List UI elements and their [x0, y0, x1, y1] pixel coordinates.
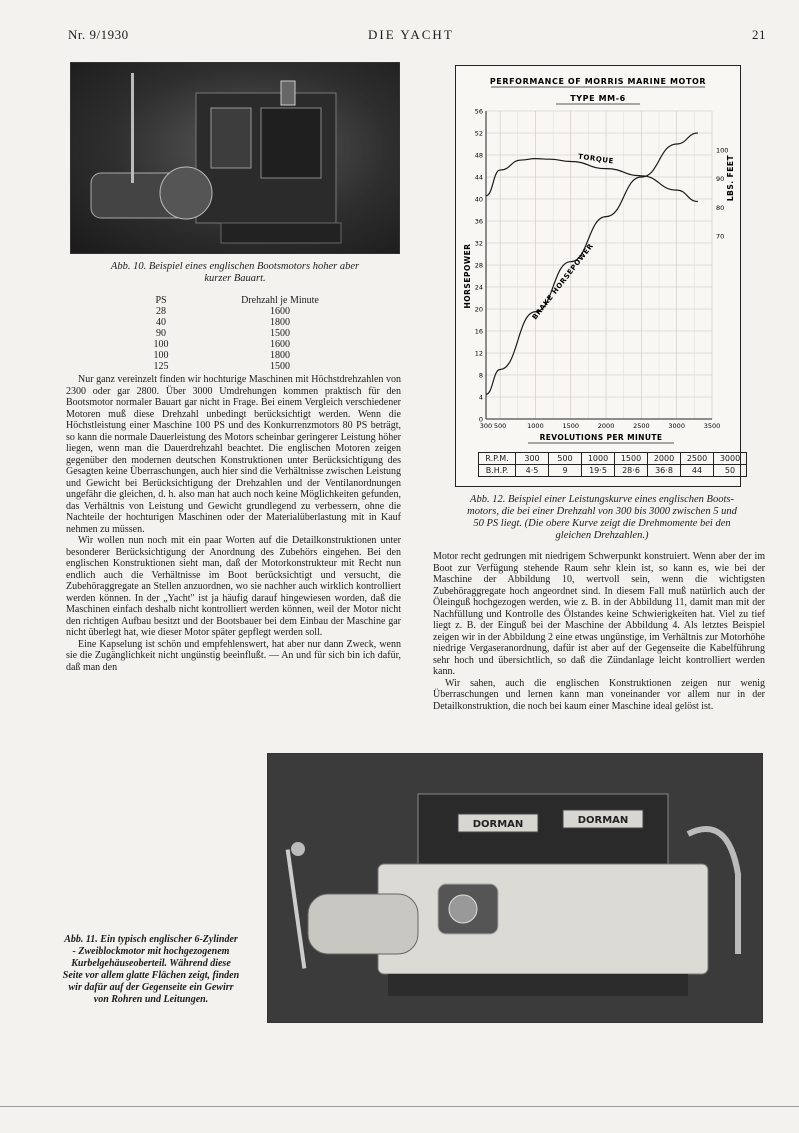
y2-tick-label: 100	[716, 146, 729, 155]
rpm-cell: 1800	[270, 317, 290, 328]
y-tick-label: 0	[478, 415, 483, 424]
figure-10-caption-line-2: kurzer Bauart.	[204, 273, 266, 284]
figure-10-engine-photo	[70, 62, 400, 254]
figure-12-caption-line-1: Abb. 12. Beispiel einer Leistungskurve eines englischen Boots-	[470, 494, 734, 505]
bhp-value: 28·6	[615, 465, 648, 477]
right-column-text	[433, 551, 765, 741]
plate-left-text: DORMAN	[472, 819, 524, 830]
chart-title: PERFORMANCE OF MORRIS MARINE MOTOR	[489, 77, 707, 86]
table-row	[142, 328, 380, 339]
rpm-cell: 1600	[270, 306, 290, 317]
horsepower-curve-label: BRAKE HORSEPOWER	[530, 241, 596, 322]
x-tick-label: 1000	[527, 422, 544, 430]
y-tick-label: 16	[474, 327, 483, 336]
rpm-value: 3000	[714, 453, 747, 465]
performance-chart	[455, 65, 741, 487]
y-tick-label: 12	[474, 349, 483, 358]
y-tick-label: 56	[474, 107, 483, 116]
ps-cell: 40	[156, 317, 166, 328]
y-tick-label: 20	[474, 305, 483, 314]
bhp-value: 4·5	[516, 465, 549, 477]
x-tick-label: 3000	[668, 422, 685, 430]
y-axis-label: HORSEPOWER	[463, 243, 472, 309]
table-row	[142, 350, 380, 361]
figure-12-caption-line-4: gleichen Drehzahlen.)	[555, 530, 649, 541]
table-row	[142, 317, 380, 328]
ps-header: PS	[155, 295, 167, 306]
left-paragraph-1: Nur ganz vereinzelt finden wir hochturige Maschinen mit Höchstdrehzahlen von 2300 oder gar 2800. Über 3000 Umdrehungen kommen praktisch für den Bootsmotor normaler Bauart gar nicht in Frage. Bei einem Vergleich verschiedener Motoren muß diese Drehzahl unbedingt berücksichtigt werden. Wenn die Höchstleistung einer Maschine 100 PS und des Konkurrenzmotors 80 PS beträgt, so kann die normale Dauerleistung des Motors scheinbar geringerer Leistung höher liegen, wenn man die Dauerdrehzahl beachtet. Die englischen Motoren zeigen gegenüber den modernen deutschen Konstruktionen unter Berücksichtigung des Gesagten keine Überraschungen, auch hier sind die Verhältnisse zwischen Leistung und Gewicht bei Berücksichtigung der Drehzahlen und der Ventilanordnungen ungefähr die gleichen, d. h. also man hat auch noch keine Möglichkeiten gefunden, das Verhältnis von Leistung und Gewicht grundlegend zu verbessern, ohne die Nachteile der hochturigen Maschinen oder der Materialüberlastung mit in Kauf nehmen zu müssen.	[66, 374, 401, 535]
table-row	[142, 306, 380, 317]
x-tick-label: 2000	[597, 422, 615, 430]
y-tick-label: 52	[474, 129, 483, 138]
right-paragraph-1: Motor recht gedrungen mit niedrigem Schwerpunkt konstruiert. Wenn aber der im Boot zur Verfügung stehende Raum sehr klein ist, so kann es, wie bei der Maschine der Abbildung 10, wertvoll sein, wenn die wichtigsten Zubehöraggregate hoch angeordnet sind. In diesem Fall muß natürlich auch der Öleinguß hochgezogen werden, wie z. B. in der Abbildung 11, damit man mit der Nachfüllung und Kontrolle des Ölstandes keine Schwierigkeiten hat. Viel zu tief liegt z. B. der Einguß bei der Maschine der Abbildung 4. Als letztes Beispiel zeigen wir in der Abbildung 2 eine etwas ungünstige, im Verhältnis zur Motorhöhe niedrige Vergaseranordnung, dafür ist aber auf der Gegenseite die Kabelführung sehr hoch und übersichtlich, so daß die Zündanlage leicht kontrolliert werden kann.	[433, 551, 765, 677]
y-tick-label: 40	[474, 195, 483, 204]
y-tick-label: 44	[474, 173, 483, 182]
y-tick-label: 28	[474, 261, 483, 270]
left-paragraph-3: Eine Kapselung ist schön und empfehlenswert, hat aber nur dann Zweck, wenn sie die Zugänglichkeit nicht ungünstig beeinflußt. — An und für sich bin ich dafür, daß man den	[66, 638, 401, 673]
y-tick-label: 32	[474, 239, 483, 248]
issue-number: Nr. 9/1930	[68, 27, 129, 42]
plate-right-text: DORMAN	[577, 815, 629, 826]
y2-tick-label: 90	[716, 175, 725, 184]
figure-10-caption-line-1: Abb. 10. Beispiel eines englischen Bootsmotors hoher aber	[110, 261, 360, 272]
table-row	[142, 339, 380, 350]
rpm-label: R.P.M.	[479, 453, 516, 465]
torque-curve-label: TORQUE	[577, 152, 615, 166]
x-tick-label: 3500	[703, 422, 721, 430]
engine-illustration-10	[71, 63, 399, 253]
left-column-text	[66, 374, 401, 738]
ps-cell: 90	[156, 328, 166, 339]
rpm-row	[479, 453, 747, 465]
ps-cell: 100	[153, 339, 169, 350]
figure-11-engine-photo	[267, 753, 763, 1023]
figure-12-caption-line-2: motors, die bei einer Drehzahl von 300 bis 3000 zwischen 5 und	[467, 506, 737, 517]
rpm-value: 500	[549, 453, 582, 465]
y-tick-label: 4	[478, 393, 483, 402]
rpm-value: 2500	[681, 453, 714, 465]
rpm-value: 1000	[582, 453, 615, 465]
y-tick-label: 48	[474, 151, 483, 160]
bhp-row	[479, 465, 747, 477]
x-tick-label: 500	[493, 422, 507, 430]
left-paragraph-2: Wir wollen nun noch mit ein paar Worten auf die Detailkonstruktionen unter besonderer Berücksichtigung der Anordnung des Zubehörs eingehen. Bei den englischen Konstruktionen sieht man, daß der Motorkonstrukteur mit Recht nun endlich auch die Verhältnisse im Boot berücksichtigt und versucht, die Zubehöraggregate an Stellen anzuordnen, wo sie nachher auch wirklich kontrolliert werden können. In der „Yacht" ist ja häufig darauf hingewiesen worden, daß die Maschinen einfach deshalb nicht kontrolliert werden können, weil der Motor nicht den richtigen Aufbau besitzt und der Bootsbauer bei dem Einbau der Maschine gar nicht überlegt hat, wie dieser Motor später gepflegt werden soll.	[66, 535, 401, 638]
ps-rpm-table	[142, 295, 380, 372]
ps-cell: 100	[153, 350, 169, 361]
x-tick-label: 300	[479, 422, 493, 430]
x-tick-label: 1500	[562, 422, 580, 430]
figure-12-caption-line-3: 50 PS liegt. (Die obere Kurve zeigt die Drehmomente bei den	[473, 518, 731, 529]
y2-tick-label: 80	[716, 203, 725, 212]
rpm-cell: 1800	[270, 350, 290, 361]
page-number: 21	[752, 27, 766, 42]
ps-cell: 28	[156, 306, 166, 317]
performance-chart-svg	[456, 66, 740, 446]
bottom-rule	[0, 1106, 799, 1107]
bhp-value: 9	[549, 465, 582, 477]
figure-11-caption: Abb. 11. Ein typisch englischer 6-Zylinder - Zweiblockmotor mit hochgezogenem Kurbelgehäuseoberteil. Während diese Seite vor allem glatte Flächen zeigt, finden wir dafür auf der Gegenseite ein Gewirr von Rohren und Leitungen.	[62, 934, 240, 1005]
chart-subtitle: TYPE MM-6	[570, 94, 626, 103]
bhp-value: 36·8	[648, 465, 681, 477]
rpm-value: 2000	[648, 453, 681, 465]
rpm-value: 300	[516, 453, 549, 465]
rpm-value: 1500	[615, 453, 648, 465]
table-row	[142, 361, 380, 372]
bhp-value: 19·5	[582, 465, 615, 477]
engine-illustration-11	[268, 754, 762, 1022]
ps-cell: 125	[153, 361, 169, 372]
right-paragraph-2: Wir sahen, auch die englischen Konstruktionen zeigen nur wenig Überraschungen und lernen kann man voneinander vor allem nur in der Detailkonstruktion, die noch bei kaum einer Maschine ideal gelöst ist.	[433, 677, 765, 712]
bhp-label: B.H.P.	[479, 465, 516, 477]
rpm-cell: 1500	[270, 328, 290, 339]
rpm-bhp-table	[478, 452, 747, 477]
y-tick-label: 24	[474, 283, 483, 292]
bhp-value: 50	[714, 465, 747, 477]
y2-axis-label: LBS. FEET	[726, 154, 735, 202]
journal-title: DIE YACHT	[368, 27, 454, 42]
figure-10-caption	[66, 261, 404, 285]
x-axis-label: REVOLUTIONS PER MINUTE	[539, 433, 663, 442]
rpm-cell: 1600	[270, 339, 290, 350]
y2-tick-label: 70	[716, 232, 725, 241]
y-tick-label: 36	[474, 217, 483, 226]
bhp-value: 44	[681, 465, 714, 477]
y-tick-label: 8	[478, 371, 483, 380]
x-tick-label: 2500	[633, 422, 650, 430]
figure-12-caption	[433, 494, 771, 542]
rpm-cell: 1500	[270, 361, 290, 372]
rpm-header: Drehzahl je Minute	[241, 295, 319, 306]
